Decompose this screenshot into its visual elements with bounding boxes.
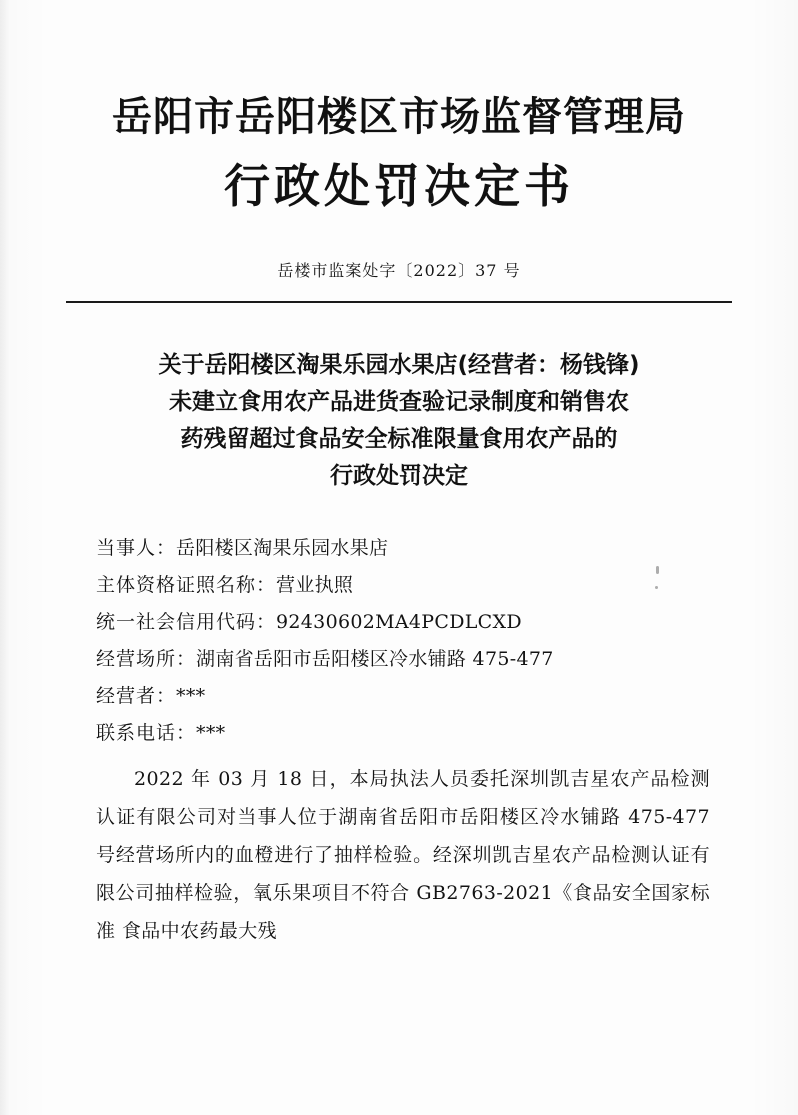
field-value: *** bbox=[176, 684, 206, 707]
document-body bbox=[66, 530, 732, 950]
field-value: 岳阳楼区淘果乐园水果店 bbox=[176, 536, 389, 559]
field-label: 经营者： bbox=[96, 684, 177, 707]
case-subject-line: 关于岳阳楼区淘果乐园水果店(经营者：杨钱锋) bbox=[158, 351, 640, 378]
field-phone bbox=[96, 715, 710, 752]
case-subject-line: 药残留超过食品安全标准限量食用农产品的 bbox=[180, 426, 618, 452]
header-divider bbox=[66, 301, 732, 303]
case-subject-title bbox=[66, 347, 732, 496]
field-label: 联系电话： bbox=[96, 721, 197, 744]
issuing-authority: 岳阳市岳阳楼区市场监督管理局 bbox=[112, 94, 686, 140]
scan-speck bbox=[656, 566, 659, 574]
field-value: *** bbox=[196, 721, 226, 744]
field-value: 湖南省岳阳市岳阳楼区冷水铺路 475-477 bbox=[196, 647, 554, 670]
case-subject-line: 行政处罚决定 bbox=[330, 463, 468, 490]
document-header bbox=[66, 0, 732, 303]
case-subject-line: 未建立食用农产品进货查验记录制度和销售农 bbox=[169, 388, 629, 415]
field-operator bbox=[96, 678, 710, 715]
field-party bbox=[96, 530, 710, 567]
field-credit-code bbox=[96, 604, 710, 641]
field-business-address bbox=[96, 641, 710, 678]
document-number: 岳楼市监案处字〔2022〕37 号 bbox=[277, 260, 521, 280]
field-license-name bbox=[96, 567, 710, 604]
page-edge-shadow bbox=[0, 0, 10, 1115]
field-label: 经营场所： bbox=[96, 647, 197, 670]
field-label: 当事人： bbox=[96, 536, 177, 559]
field-label: 主体资格证照名称： bbox=[96, 573, 277, 596]
document-type-title: 行政处罚决定书 bbox=[224, 159, 574, 213]
case-narrative-paragraph: 2022 年 03 月 18 日，本局执法人员委托深圳凯吉星农产品检测认证有限公司对当事人位于湖南省岳阳市岳阳楼区冷水铺路 475-477 号经营场所内的血橙进行了抽样检验。经深圳凯吉星农产品检测认证有限公司抽样检验，氧乐果项目不符合 GB2763-2021《食品安全国家标准 食品中农药最大残 bbox=[96, 767, 710, 942]
field-value: 92430602MA4PCDLCXD bbox=[276, 610, 522, 633]
field-label: 统一社会信用代码： bbox=[96, 610, 277, 633]
field-value: 营业执照 bbox=[276, 573, 354, 596]
scan-speck bbox=[655, 586, 658, 589]
